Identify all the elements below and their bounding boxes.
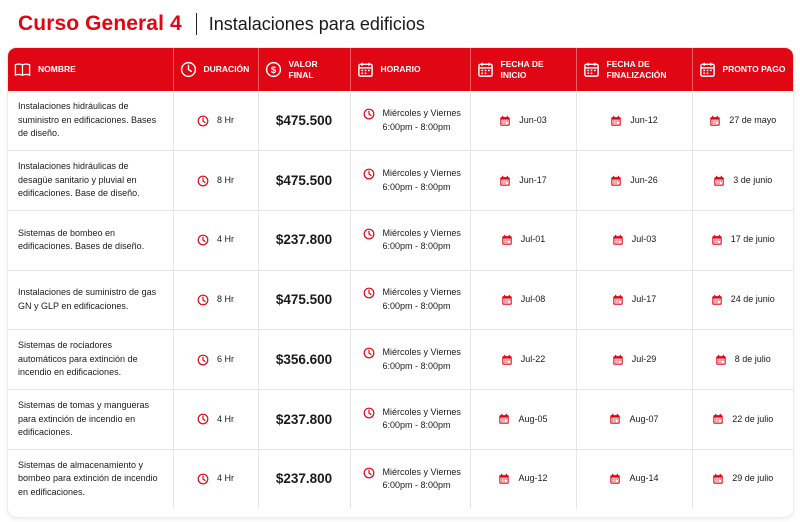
start-date: Aug-05 — [518, 413, 548, 424]
duration-value: 8 Hr — [216, 174, 234, 185]
price-value: $237.800 — [275, 232, 333, 248]
calendar-icon — [699, 61, 716, 78]
table-row — [8, 389, 793, 449]
duration-value: 6 Hr — [216, 353, 234, 364]
calendar-icon — [499, 175, 511, 187]
column-header-label: PRONTO PAGO — [722, 64, 786, 74]
calendar-icon — [357, 61, 374, 78]
duration-value: 4 Hr — [216, 413, 234, 424]
duration-cell — [173, 330, 258, 390]
schedule-hours: 6:00pm - 8:00pm — [382, 480, 451, 491]
start-date-cell — [470, 389, 576, 449]
end-date-cell — [576, 210, 692, 270]
course-name: Sistemas de tomas y mangueras para extinción de incendio en edificaciones. — [18, 400, 150, 438]
course-name-cell — [8, 330, 173, 390]
schedule-days: Miércoles y Viernes — [382, 406, 461, 417]
column-header-label: HORARIO — [380, 64, 421, 74]
end-date: Aug-14 — [629, 473, 659, 484]
end-date-cell — [576, 91, 692, 151]
price-cell — [258, 389, 350, 449]
early-payment-date: 17 de junio — [730, 234, 775, 245]
duration-cell — [173, 91, 258, 151]
schedule-days: Miércoles y Viernes — [382, 347, 461, 358]
dollar-icon — [265, 61, 282, 78]
course-name-cell — [8, 389, 173, 449]
early-payment-date: 8 de julio — [734, 353, 771, 364]
table-row — [8, 449, 793, 509]
course-name-cell — [8, 449, 173, 509]
duration-cell — [173, 210, 258, 270]
clock-icon — [197, 115, 209, 127]
course-name-cell — [8, 151, 173, 211]
end-date-cell — [576, 389, 692, 449]
schedule-days: Miércoles y Viernes — [382, 466, 461, 477]
table-row — [8, 91, 793, 151]
column-header — [173, 48, 258, 91]
end-date: Jun-12 — [630, 114, 658, 125]
clock-icon — [197, 175, 209, 187]
title-divider — [196, 13, 197, 35]
end-date: Jul-03 — [631, 234, 657, 245]
price-value: $237.800 — [275, 471, 333, 487]
start-date-cell — [470, 270, 576, 330]
table-row — [8, 270, 793, 330]
clock-icon — [363, 467, 375, 479]
clock-icon — [363, 168, 375, 180]
calendar-icon — [713, 175, 725, 187]
early-payment-cell — [692, 210, 793, 270]
table-body — [8, 91, 793, 509]
page-subtitle: Instalaciones para edificios — [208, 13, 425, 34]
early-payment-date: 24 de junio — [730, 294, 775, 305]
column-header-label: FECHA DE INICIO — [500, 58, 544, 80]
price-value: $356.600 — [275, 351, 333, 367]
early-payment-cell — [692, 449, 793, 509]
calendar-icon — [711, 234, 723, 246]
calendar-icon — [612, 354, 624, 366]
calendar-icon — [609, 413, 621, 425]
column-header-label: NOMBRE — [38, 64, 76, 74]
column-header — [350, 48, 470, 91]
schedule-days: Miércoles y Viernes — [382, 108, 461, 119]
schedule-hours: 6:00pm - 8:00pm — [382, 121, 451, 132]
price-value: $475.500 — [275, 112, 333, 128]
early-payment-cell — [692, 151, 793, 211]
early-payment-date: 3 de junio — [733, 174, 773, 185]
price-cell — [258, 210, 350, 270]
course-name: Instalaciones hidráulicas de desagüe sanitario y pluvial en edificaciones. Base de diseño. — [18, 161, 140, 199]
calendar-icon — [712, 413, 724, 425]
svg-text:$: $ — [270, 64, 276, 76]
calendar-icon — [498, 413, 510, 425]
price-value: $475.500 — [275, 172, 333, 188]
table-row — [8, 210, 793, 270]
column-header-label: FECHA DE FINALIZACIÓN — [606, 58, 667, 80]
clock-icon — [197, 354, 209, 366]
clock-icon — [197, 294, 209, 306]
clock-icon — [197, 473, 209, 485]
calendar-icon — [609, 473, 621, 485]
column-header-label: DURACIÓN — [203, 64, 250, 74]
end-date: Jul-29 — [631, 353, 657, 364]
calendar-icon — [583, 61, 600, 78]
schedule-cell — [350, 210, 470, 270]
start-date: Aug-12 — [518, 473, 548, 484]
start-date: Jul-08 — [520, 294, 546, 305]
price-value: $237.800 — [275, 411, 333, 427]
calendar-icon — [477, 61, 494, 78]
schedule-hours: 6:00pm - 8:00pm — [382, 300, 451, 311]
end-date-cell — [576, 449, 692, 509]
schedule-hours: 6:00pm - 8:00pm — [382, 420, 451, 431]
price-cell — [258, 91, 350, 151]
price-value: $475.500 — [275, 292, 333, 308]
duration-value: 8 Hr — [216, 294, 234, 305]
end-date-cell — [576, 270, 692, 330]
calendar-icon — [712, 473, 724, 485]
duration-cell — [173, 449, 258, 509]
start-date: Jun-03 — [519, 114, 547, 125]
table-row — [8, 330, 793, 390]
calendar-icon — [612, 294, 624, 306]
schedule-days: Miércoles y Viernes — [382, 168, 461, 179]
end-date-cell — [576, 330, 692, 390]
schedule-hours: 6:00pm - 8:00pm — [382, 241, 451, 252]
course-name: Instalaciones hidráulicas de suministro en edificaciones. Bases de diseño. — [18, 101, 157, 139]
course-name-cell — [8, 210, 173, 270]
price-cell — [258, 270, 350, 330]
duration-cell — [173, 151, 258, 211]
column-header — [470, 48, 576, 91]
start-date-cell — [470, 210, 576, 270]
calendar-icon — [499, 115, 511, 127]
schedule-cell — [350, 270, 470, 330]
table-row — [8, 151, 793, 211]
start-date-cell — [470, 449, 576, 509]
book-icon — [14, 61, 31, 78]
course-name: Sistemas de almacenamiento y bombeo para extinción de incendio en edificaciones. — [18, 459, 158, 497]
table-header-row — [8, 48, 793, 91]
schedule-cell — [350, 389, 470, 449]
early-payment-date: 27 de mayo — [729, 114, 777, 125]
column-header-label: VALOR FINAL — [288, 58, 318, 80]
column-header — [576, 48, 692, 91]
course-name: Sistemas de bombeo en edificaciones. Bases de diseño. — [18, 227, 145, 252]
course-name: Sistemas de rociadores automáticos para extinción de incendio en edificaciones. — [18, 340, 138, 378]
calendar-icon — [612, 234, 624, 246]
clock-icon — [197, 413, 209, 425]
price-cell — [258, 330, 350, 390]
start-date-cell — [470, 91, 576, 151]
course-name-cell — [8, 270, 173, 330]
duration-value: 4 Hr — [216, 234, 234, 245]
calendar-icon — [715, 354, 727, 366]
calendar-icon — [501, 294, 513, 306]
early-payment-cell — [692, 270, 793, 330]
schedule-days: Miércoles y Viernes — [382, 227, 461, 238]
end-date: Jul-17 — [631, 294, 657, 305]
clock-icon — [197, 234, 209, 246]
early-payment-date: 22 de julio — [732, 413, 774, 424]
clock-icon — [180, 61, 197, 78]
early-payment-cell — [692, 91, 793, 151]
duration-value: 4 Hr — [216, 473, 234, 484]
calendar-icon — [610, 175, 622, 187]
schedule-hours: 6:00pm - 8:00pm — [382, 360, 451, 371]
price-cell — [258, 151, 350, 211]
schedule-cell — [350, 91, 470, 151]
start-date: Jul-22 — [520, 353, 546, 364]
page-header — [18, 10, 425, 38]
duration-value: 8 Hr — [216, 114, 234, 125]
calendar-icon — [501, 234, 513, 246]
course-name-cell — [8, 91, 173, 151]
start-date-cell — [470, 151, 576, 211]
end-date: Aug-07 — [629, 413, 659, 424]
calendar-icon — [501, 354, 513, 366]
calendar-icon — [498, 473, 510, 485]
clock-icon — [363, 407, 375, 419]
start-date-cell — [470, 330, 576, 390]
duration-cell — [173, 270, 258, 330]
early-payment-cell — [692, 330, 793, 390]
course-table — [8, 48, 793, 517]
column-header — [258, 48, 350, 91]
clock-icon — [363, 287, 375, 299]
page-title: Curso General 4 — [18, 12, 182, 35]
schedule-cell — [350, 151, 470, 211]
calendar-icon — [610, 115, 622, 127]
price-cell — [258, 449, 350, 509]
schedule-hours: 6:00pm - 8:00pm — [382, 181, 451, 192]
early-payment-cell — [692, 389, 793, 449]
schedule-cell — [350, 330, 470, 390]
schedule-days: Miércoles y Viernes — [382, 287, 461, 298]
duration-cell — [173, 389, 258, 449]
schedule-cell — [350, 449, 470, 509]
end-date: Jun-26 — [630, 174, 658, 185]
start-date: Jul-01 — [520, 234, 546, 245]
start-date: Jun-17 — [519, 174, 547, 185]
early-payment-date: 29 de julio — [732, 473, 774, 484]
calendar-icon — [711, 294, 723, 306]
course-name: Instalaciones de suministro de gas GN y GLP en edificaciones. — [18, 287, 157, 311]
clock-icon — [363, 108, 375, 120]
column-header — [692, 48, 793, 91]
column-header — [8, 48, 173, 91]
clock-icon — [363, 228, 375, 240]
calendar-icon — [709, 115, 721, 127]
end-date-cell — [576, 151, 692, 211]
clock-icon — [363, 347, 375, 359]
